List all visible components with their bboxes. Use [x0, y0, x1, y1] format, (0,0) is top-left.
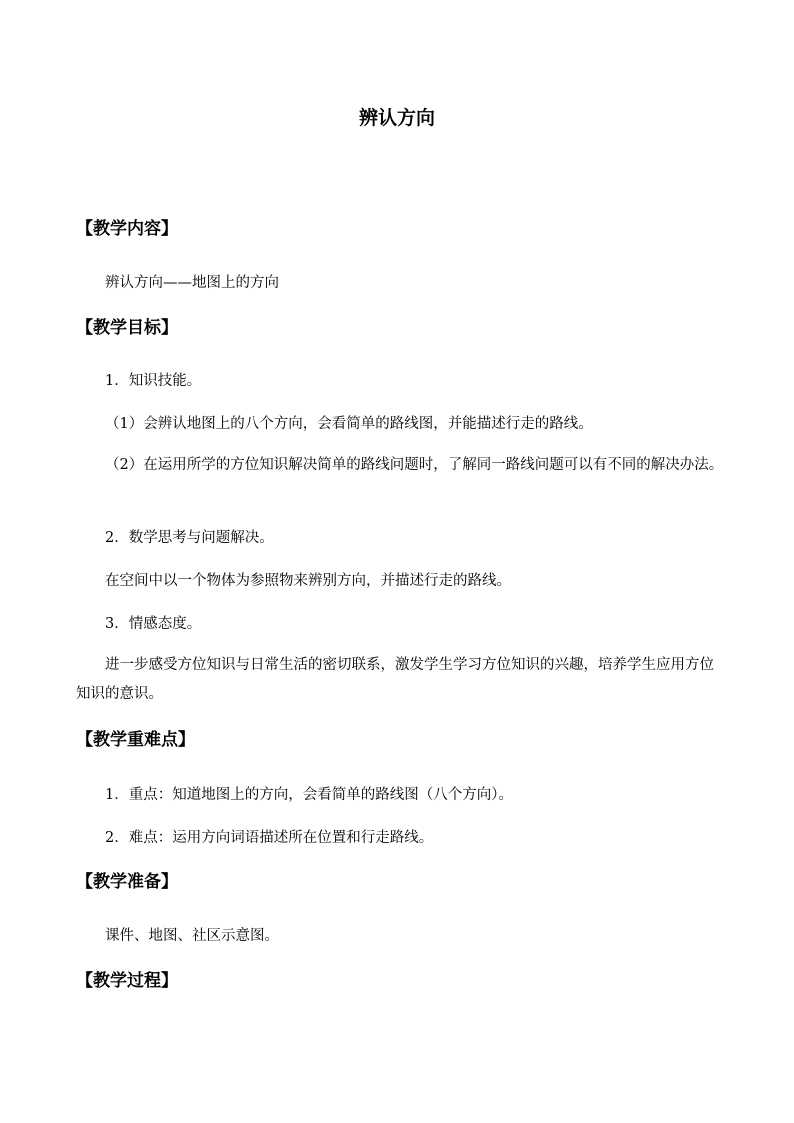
heading-teaching-process: 【教学过程】	[76, 971, 178, 991]
heading-preparation: 【教学准备】	[76, 872, 178, 892]
goal-item-2: 2．数学思考与问题解决。	[105, 530, 274, 546]
goal-item-3-text: 进一步感受方位知识与日常生活的密切联系，激发学生学习方位知识的兴趣，培养学生应用方位知识的意识。	[76, 657, 714, 702]
goal-item-1-1: （1）会辨认地图上的八个方向，会看简单的路线图，并能描述行走的路线。	[105, 416, 593, 432]
goal-item-1-2: （2）在运用所学的方位知识解决简单的路线问题时，了解同一路线问题可以有不同的解决办法。	[105, 457, 724, 473]
goal-item-3: 3．情感态度。	[105, 616, 202, 632]
goal-item-2-text: 在空间中以一个物体为参照物来辨别方向，并描述行走的路线。	[105, 573, 511, 589]
preparation-text: 课件、地图、社区示意图。	[105, 928, 279, 944]
goal-item-1: 1．知识技能。	[105, 373, 202, 389]
heading-teaching-goals: 【教学目标】	[76, 318, 178, 338]
heading-teaching-content: 【教学内容】	[76, 219, 178, 239]
page-title: 辨认方向	[358, 107, 435, 129]
teaching-content-text: 辨认方向——地图上的方向	[105, 275, 279, 291]
key-point-1: 1．重点：知道地图上的方向，会看简单的路线图（八个方向）。	[105, 787, 513, 803]
key-point-2: 2．难点：运用方向词语描述所在位置和行走路线。	[105, 830, 434, 846]
heading-key-points: 【教学重难点】	[76, 730, 195, 750]
